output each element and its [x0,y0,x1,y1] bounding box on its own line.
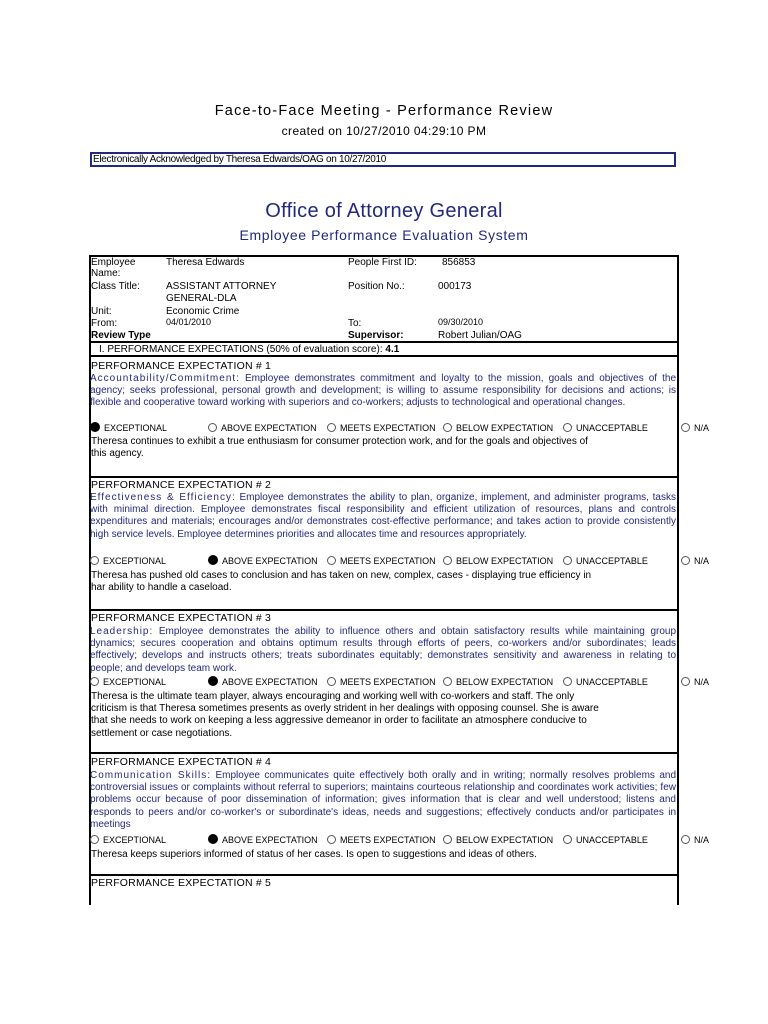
divider [89,874,679,876]
to-date: 09/30/2010 [438,317,484,327]
rating-option-exceptional[interactable] [90,554,166,568]
radio-unselected-icon[interactable] [681,677,690,686]
rating-option-below[interactable] [443,421,553,435]
expectation-comment: Theresa has pushed old cases to conclusion and has taken on new, complex, cases - displaying true efficiency in har ability to handle a caseload. [91,570,592,594]
rating-row [90,421,710,435]
rating-option-above[interactable] [208,675,318,689]
people-first-label: People First ID: [348,257,417,268]
rating-option-label: N/A [694,556,710,566]
rating-option-label: UNACCEPTABLE [576,423,648,433]
review-type-label: Review Type [91,330,151,341]
radio-unselected-icon[interactable] [208,423,217,432]
divider [89,476,679,478]
divider [89,752,679,754]
class-title-line-2: GENERAL-DLA [166,293,237,304]
rating-row [90,833,710,847]
expectation-description: Leadership: Employee demonstrates the ability to influence others and obtain satisfactory results while maintaining group dynamics; secures cooperation and obtains optimum results through efforts of peers, co-workers and/or subordinates; leads effectively; develops and instructs others; treats subordinates equitably; demonstrates sensitivity and awareness in relating to people; and develops team work. [90,626,677,674]
rating-row [90,554,710,568]
rating-option-label: MEETS EXPECTATION [340,677,436,687]
radio-unselected-icon[interactable] [90,835,99,844]
expectation-heading: PERFORMANCE EXPECTATION # 2 [91,479,272,491]
rating-option-below[interactable] [443,833,553,847]
expectation-heading: PERFORMANCE EXPECTATION # 3 [91,612,272,624]
section-label: I. PERFORMANCE EXPECTATIONS (50% of evaluation score): [99,344,383,355]
acknowledgement-box [90,152,676,167]
rating-option-exceptional[interactable] [90,675,166,689]
rating-option-na[interactable] [681,421,709,435]
rating-option-label: BELOW EXPECTATION [456,423,554,433]
radio-unselected-icon[interactable] [90,677,99,686]
unit-label: Unit: [91,306,112,317]
rating-option-meets[interactable] [327,421,436,435]
rating-option-label: UNACCEPTABLE [576,556,648,566]
page-title: Face-to-Face Meeting - Performance Review [214,103,554,119]
from-label: From: [91,318,118,329]
section-score: 4.1 [385,344,400,355]
class-title-line-1: ASSISTANT ATTORNEY [166,281,277,292]
radio-unselected-icon[interactable] [563,835,572,844]
to-label: To: [348,318,362,329]
position-number: 000173 [438,281,472,292]
rating-option-label: EXCEPTIONAL [103,835,167,845]
radio-selected-icon[interactable] [208,555,218,565]
radio-unselected-icon[interactable] [563,556,572,565]
rating-option-unacceptable[interactable] [563,833,648,847]
radio-unselected-icon[interactable] [327,677,336,686]
radio-unselected-icon[interactable] [443,556,452,565]
radio-unselected-icon[interactable] [443,677,452,686]
rating-option-label: UNACCEPTABLE [576,835,648,845]
rating-option-label: MEETS EXPECTATION [340,423,436,433]
expectation-description: Communication Skills: Employee communicates quite effectively both orally and in writing; normally resolves problems and controversial issues or complaints without referral to superiors; maintains courteous relationship and coordinates work activities; few problems occur because of poor dissemination of information; gives information that is clear and well understood; listens and responds to peers and/or co-worker's or subordinate's ideas, needs and suggestions; effectively conducts and/or participates in meetings [90,770,677,830]
rating-option-exceptional[interactable] [90,421,167,435]
rating-option-label: N/A [694,835,710,845]
rating-option-meets[interactable] [327,554,436,568]
divider [89,609,679,611]
acknowledgement-text: Electronically Acknowledged by Theresa Edwards/OAG on 10/27/2010 [93,154,387,165]
rating-option-below[interactable] [443,554,553,568]
rating-option-unacceptable[interactable] [563,421,648,435]
expectation-heading: PERFORMANCE EXPECTATION # 4 [91,756,272,768]
rating-option-above[interactable] [208,421,317,435]
radio-selected-icon[interactable] [208,676,218,686]
rating-option-label: UNACCEPTABLE [576,677,648,687]
expectation-comment: Theresa is the ultimate team player, always encouraging and working well with co-workers and staff. The only criticism is that Theresa sometimes presents as overly strident in her dealings with opposing counsel. She is aware that she needs to work on keeping a less aggressive demeanor in order to facilitate an atmosphere conducive to settlement or case negotiations. [91,691,599,739]
expectation-heading: PERFORMANCE EXPECTATION # 1 [91,360,272,372]
system-name: Employee Performance Evaluation System [239,227,529,243]
employee-name-label-2: Name: [91,268,121,279]
rating-option-label: BELOW EXPECTATION [456,556,554,566]
radio-unselected-icon[interactable] [327,556,336,565]
supervisor-name: Robert Julian/OAG [438,330,522,341]
radio-unselected-icon[interactable] [327,423,336,432]
radio-unselected-icon[interactable] [681,556,690,565]
radio-unselected-icon[interactable] [327,835,336,844]
rating-row [90,675,710,689]
supervisor-label: Supervisor: [348,330,404,341]
expectation-comment: Theresa keeps superiors informed of status of her cases. Is open to suggestions and ideas of others. [91,849,537,860]
rating-option-meets[interactable] [327,675,436,689]
from-date: 04/01/2010 [166,317,212,327]
radio-unselected-icon[interactable] [443,835,452,844]
radio-unselected-icon[interactable] [563,677,572,686]
position-label: Position No.: [348,281,405,292]
class-title-label: Class Title: [91,281,140,292]
radio-unselected-icon[interactable] [90,556,99,565]
radio-unselected-icon[interactable] [681,835,690,844]
rating-option-na[interactable] [681,554,709,568]
employee-name: Theresa Edwards [166,257,245,268]
rating-option-label: BELOW EXPECTATION [456,677,554,687]
rating-option-unacceptable[interactable] [563,675,648,689]
rating-option-label: N/A [694,423,710,433]
rating-option-label: EXCEPTIONAL [103,556,167,566]
expectation-heading: PERFORMANCE EXPECTATION # 5 [91,877,272,889]
rating-option-label: ABOVE EXPECTATION [222,835,318,845]
rating-option-label: MEETS EXPECTATION [340,556,436,566]
expectation-description: Accountability/Commitment: Employee demonstrates commitment and loyalty to the mission, goals and objectives of the agency; seeks professional, personal growth and development; is willing to assume responsibility for decisions and actions; is flexible and cooperative toward working with superiors and co-workers; adjusts to technological and operational changes. [90,373,677,409]
rating-option-label: ABOVE EXPECTATION [222,677,318,687]
expectation-comment: Theresa continues to exhibit a true enthusiasm for consumer protection work, and for the goals and objectives of this agency. [91,436,588,460]
unit-value: Economic Crime [166,306,240,317]
radio-unselected-icon[interactable] [443,423,452,432]
rating-option-label: EXCEPTIONAL [103,677,167,687]
rating-option-unacceptable[interactable] [563,554,648,568]
rating-option-na[interactable] [681,675,709,689]
rating-option-exceptional[interactable] [90,833,166,847]
rating-option-above[interactable] [208,554,318,568]
office-name: Office of Attorney General [265,200,503,222]
rating-option-below[interactable] [443,675,553,689]
section-heading [99,344,399,356]
radio-selected-icon[interactable] [208,834,218,844]
rating-option-label: ABOVE EXPECTATION [222,556,318,566]
expectation-description: Effectiveness & Efficiency: Employee demonstrates the ability to plan, organize, implement, and administer programs, tasks with minimal direction. Employee demonstrates fiscal responsibility and efficient utilization of resources, plans and controls expenditures and materials; encourages and/or demonstrates cost-effective performance; and takes action to provide consistently high service levels. Employee determines priorities and allocates time and resources appropriately. [90,492,677,540]
employee-name-label: Employee [91,257,136,268]
rating-option-label: BELOW EXPECTATION [456,835,554,845]
rating-option-above[interactable] [208,833,318,847]
rating-option-meets[interactable] [327,833,436,847]
radio-unselected-icon[interactable] [681,423,690,432]
rating-option-label: N/A [694,677,710,687]
people-first-id: 856853 [442,257,476,268]
rating-option-na[interactable] [681,833,709,847]
radio-unselected-icon[interactable] [563,423,572,432]
rating-option-label: MEETS EXPECTATION [340,835,436,845]
created-timestamp: created on 10/27/2010 04:29:10 PM [281,124,487,138]
rating-option-label: ABOVE EXPECTATION [221,423,317,433]
radio-selected-icon[interactable] [90,422,100,432]
rating-option-label: EXCEPTIONAL [104,423,168,433]
